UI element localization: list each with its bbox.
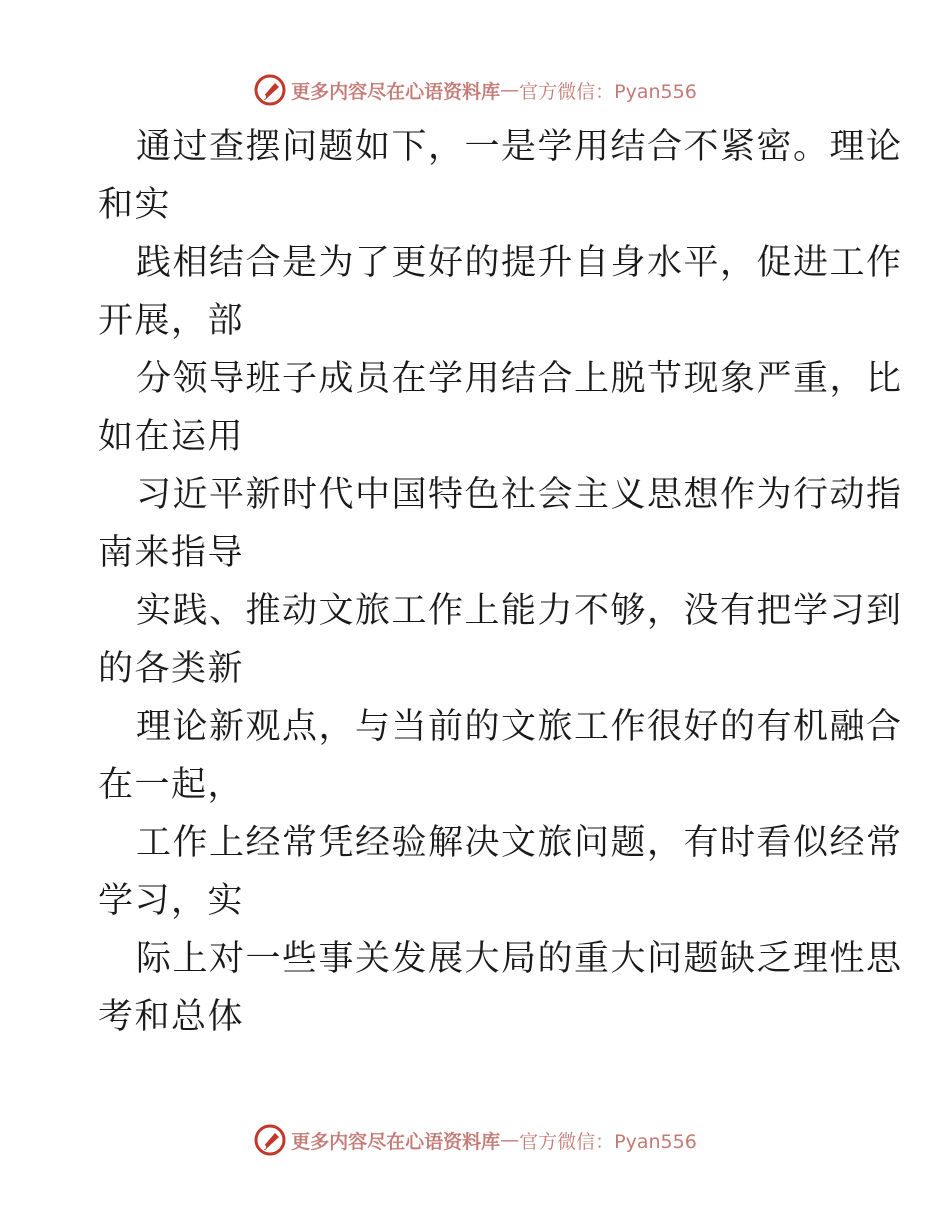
paragraph bbox=[98, 814, 903, 930]
pen-nib-icon bbox=[253, 73, 287, 107]
banner-dash: — bbox=[500, 1129, 520, 1151]
text-line: 理论新观点，与当前的文旅工作很好的有机融合 bbox=[136, 707, 903, 747]
text-line: 分领导班子成员在学用结合上脱节现象严重，比 bbox=[136, 359, 903, 399]
paragraph bbox=[98, 350, 903, 466]
text-line: 开展，部 bbox=[98, 301, 245, 341]
paragraph bbox=[98, 118, 903, 234]
pen-nib-icon bbox=[253, 1123, 287, 1157]
text-line: 和实 bbox=[98, 185, 172, 225]
text-line: 实践、推动文旅工作上能力不够，没有把学习到 bbox=[136, 591, 903, 631]
banner-main-text: 更多内容尽在心语资料库 bbox=[291, 80, 501, 103]
banner-main-text: 更多内容尽在心语资料库 bbox=[291, 1130, 501, 1153]
document-body bbox=[98, 118, 903, 1046]
text-line: 践相结合是为了更好的提升自身水平，促进工作 bbox=[136, 243, 903, 283]
header-banner bbox=[0, 70, 950, 110]
text-line: 学习，实 bbox=[98, 881, 245, 921]
banner-contact-text: 官方微信：Pyan556 bbox=[519, 80, 697, 103]
text-line: 南来指导 bbox=[98, 533, 245, 573]
text-line: 的各类新 bbox=[98, 649, 245, 689]
paragraph bbox=[98, 234, 903, 350]
text-line: 如在运用 bbox=[98, 417, 245, 457]
text-line: 考和总体 bbox=[98, 997, 245, 1037]
footer-banner bbox=[0, 1120, 950, 1160]
text-line: 在一起， bbox=[98, 765, 245, 805]
text-line: 习近平新时代中国特色社会主义思想作为行动指 bbox=[136, 475, 903, 515]
paragraph bbox=[98, 466, 903, 582]
banner-contact-text: 官方微信：Pyan556 bbox=[519, 1130, 697, 1153]
paragraph bbox=[98, 698, 903, 814]
text-line: 通过查摆问题如下，一是学用结合不紧密。理论 bbox=[136, 127, 903, 167]
text-line: 际上对一些事关发展大局的重大问题缺乏理性思 bbox=[136, 939, 903, 979]
paragraph bbox=[98, 930, 903, 1046]
paragraph bbox=[98, 582, 903, 698]
text-line: 工作上经常凭经验解决文旅问题，有时看似经常 bbox=[136, 823, 903, 863]
banner-dash: — bbox=[500, 79, 520, 101]
